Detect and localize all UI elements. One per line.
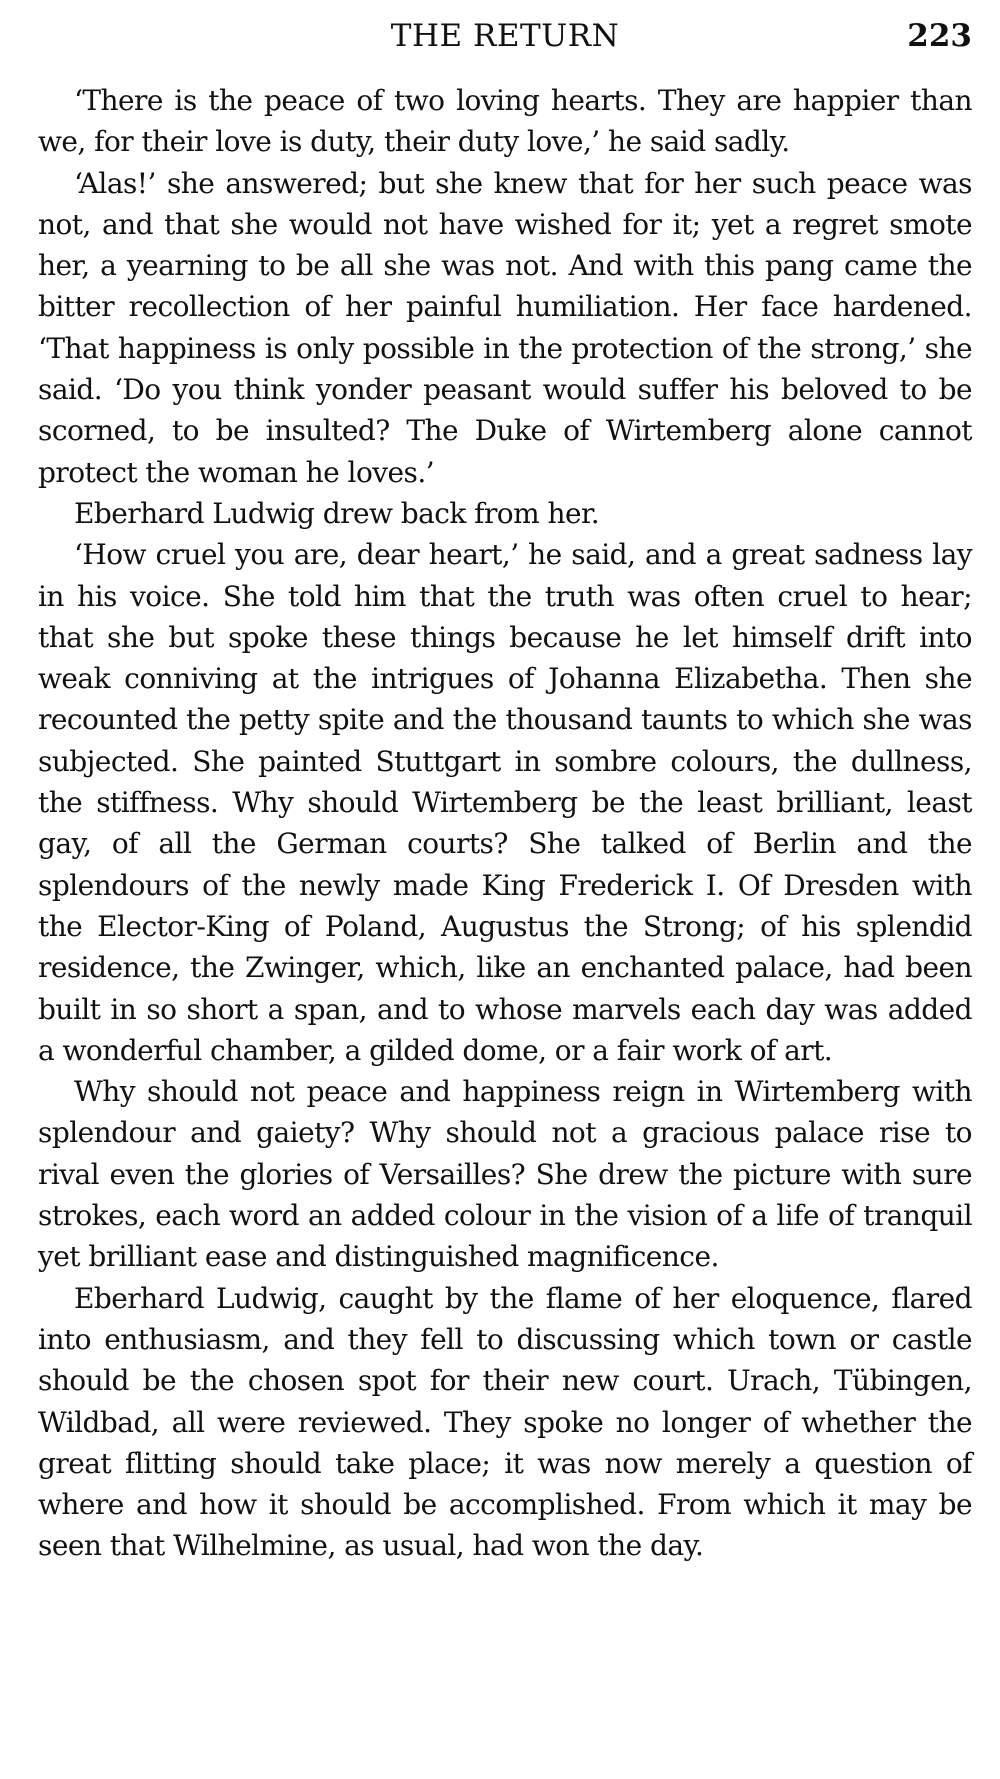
paragraph: ‘How cruel you are, dear heart,’ he said, and a great sadness lay in his voice. She told him that the truth was often cruel to hear; that she but spoke these things because he let himself drift into weak conniving at the intrigues of Johanna Elizabetha. Then she recounted the petty spite and the thousand taunts to which she was subjected. She painted Stuttgart in sombre colours, the dullness, the stiffness. Why should Wirtemberg be the least brilliant, least gay, of all the German courts? She talked of Berlin and the splendours of the newly made King Frederick I. Of Dresden with the Elector-King of Poland, Augustus the Strong; of his splendid residence, the Zwinger, which, like an enchanted palace, had been built in so short a span, and to whose marvels each day was added a wonderful chamber, a gilded dome, or a fair work of art. xyxy=(38,538,972,1067)
paragraph: Why should not peace and happiness reign in Wirtemberg with splendour and gaiety? Why should not a gracious palace rise to rival even the glories of Versailles? She drew the picture with sure strokes, each word an added colour in the vision of a life of tranquil yet brilliant ease and distinguished magnificence. xyxy=(38,1075,972,1274)
paragraph: Eberhard Ludwig drew back from her. xyxy=(74,496,600,530)
page-number: 223 xyxy=(907,18,972,54)
paragraph: ‘Alas!’ she answered; but she knew that for her such peace was not, and that she would not have wished for it; yet a regret smote her, a yearning to be all she was not. And with this pang came the bitter recollection of her painful humiliation. Her face hardened. ‘That happiness is only possible in the protection of the strong,’ she said. ‘Do you think yonder peasant would suffer his beloved to be scorned, to be insulted? The Duke of Wirtemberg alone cannot protect the woman he loves.’ xyxy=(38,166,972,489)
body-text xyxy=(38,80,972,1567)
running-header xyxy=(38,18,972,70)
paragraph: ‘There is the peace of two loving hearts. They are happier than we, for their love is duty, their duty love,’ he said sadly. xyxy=(38,84,972,159)
paragraph: Eberhard Ludwig, caught by the flame of her eloquence, flared into enthusiasm, and they fell to discussing which town or castle should be the chosen spot for their new court. Urach, Tübingen, Wildbad, all were reviewed. They spoke no longer of whether the great flitting should take place; it was now merely a question of where and how it should be accomplished. From which it may be seen that Wilhelmine, as usual, had won the day. xyxy=(38,1281,972,1563)
chapter-title: THE RETURN xyxy=(390,18,620,54)
